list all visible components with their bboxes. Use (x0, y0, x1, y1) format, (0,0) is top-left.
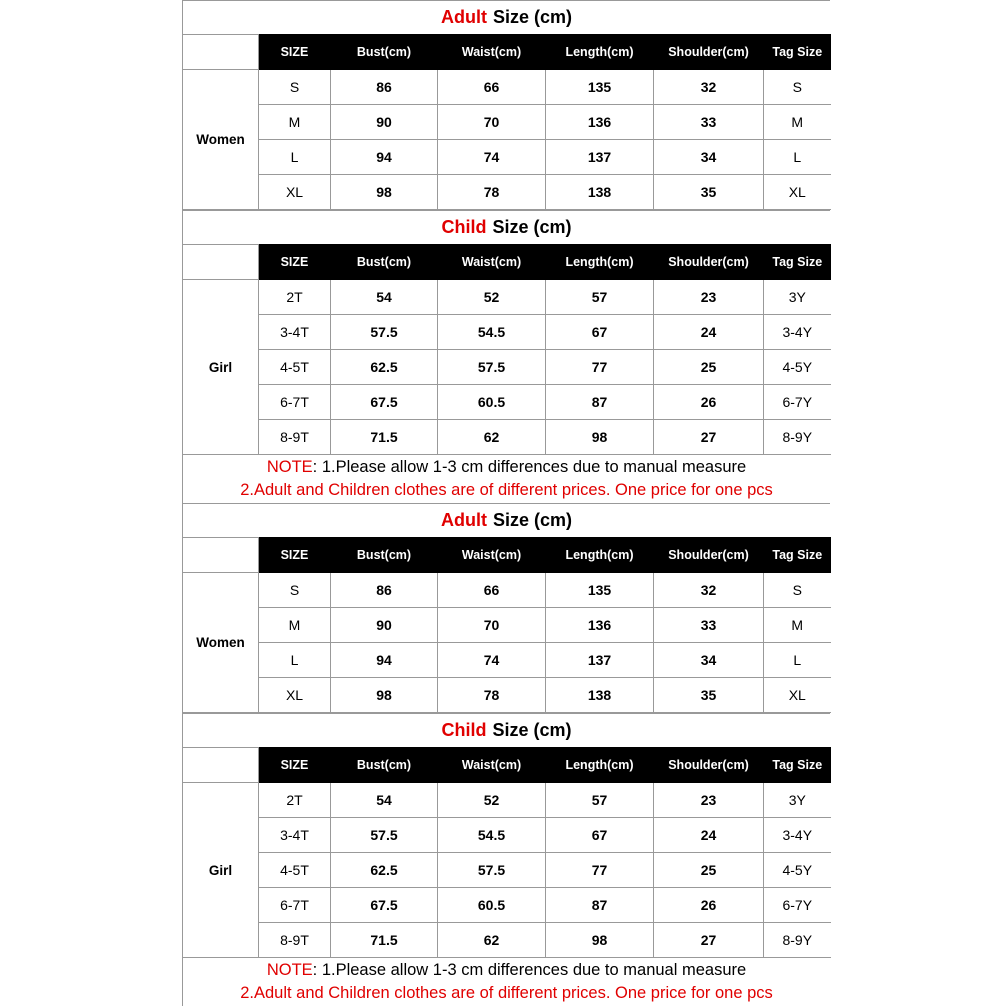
table-cell: 67 (546, 818, 654, 853)
block-2-note-line-1 (183, 959, 830, 982)
table-cell: 136 (546, 105, 654, 140)
table-cell: 137 (546, 643, 654, 678)
table-cell: 23 (654, 280, 764, 315)
block-1-child-col-5: Tag Size (764, 245, 831, 280)
block-2-adult-col-0: SIZE (259, 538, 331, 573)
table-cell: 33 (654, 608, 764, 643)
table-row (183, 350, 831, 385)
table-cell: 78 (438, 175, 546, 210)
block-1-adult-col-4: Shoulder(cm) (654, 35, 764, 70)
block-1-note-line-1 (183, 456, 830, 479)
table-cell: 35 (654, 678, 764, 713)
block-1-child-table (182, 244, 831, 455)
table-cell: 70 (438, 608, 546, 643)
block-1-adult-table (182, 34, 831, 210)
table-cell: 6-7T (259, 385, 331, 420)
block-1-adult-title (182, 0, 830, 34)
table-cell: 27 (654, 420, 764, 455)
table-row (183, 923, 831, 958)
table-cell: 25 (654, 853, 764, 888)
block-1-note-line-2: 2.Adult and Children clothes are of different prices. One price for one pcs (240, 481, 773, 499)
block-2-adult-col-2: Waist(cm) (438, 538, 546, 573)
block-2-child-header-row (183, 748, 831, 783)
block-2-child-col-4: Shoulder(cm) (654, 748, 764, 783)
table-cell: 2T (259, 783, 331, 818)
table-cell: 4-5Y (764, 853, 831, 888)
table-cell: 66 (438, 573, 546, 608)
table-cell: 98 (546, 420, 654, 455)
table-cell: 94 (331, 140, 438, 175)
table-cell: 86 (331, 70, 438, 105)
table-cell: 24 (654, 818, 764, 853)
block-2-adult-header-row (183, 538, 831, 573)
table-cell: 77 (546, 853, 654, 888)
table-cell: 25 (654, 350, 764, 385)
block-2-adult-title (182, 503, 830, 537)
block-1-adult-title-accent: Adult (440, 7, 487, 27)
block-1-adult-group-label: Women (183, 70, 259, 210)
block-2-adult-title-rest: Size (cm) (492, 510, 572, 530)
block-1-child-col-2: Waist(cm) (438, 245, 546, 280)
block-2-child-col-3: Length(cm) (546, 748, 654, 783)
table-cell: 3-4Y (764, 315, 831, 350)
table-cell: 34 (654, 643, 764, 678)
table-cell: XL (764, 175, 831, 210)
block-2-note-line-2: 2.Adult and Children clothes are of different prices. One price for one pcs (240, 984, 773, 1002)
table-cell: 4-5T (259, 350, 331, 385)
table-cell: 98 (331, 678, 438, 713)
table-cell: 57.5 (438, 350, 546, 385)
table-cell: 98 (546, 923, 654, 958)
table-cell: 60.5 (438, 888, 546, 923)
block-1-adult-col-0: SIZE (259, 35, 331, 70)
table-cell: 62.5 (331, 853, 438, 888)
block-1-child-title (182, 210, 830, 244)
table-cell: 54.5 (438, 818, 546, 853)
table-cell: 77 (546, 350, 654, 385)
block-1-notes (182, 455, 830, 503)
block-1-child-col-3: Length(cm) (546, 245, 654, 280)
block-2-adult-col-3: Length(cm) (546, 538, 654, 573)
block-2-child-title-rest: Size (cm) (492, 720, 572, 740)
table-row (183, 385, 831, 420)
block-2 (182, 503, 830, 1006)
table-cell: 86 (331, 573, 438, 608)
block-1-note-text-1: : 1.Please allow 1-3 cm differences due to manual measure (312, 458, 747, 476)
table-cell: 52 (438, 783, 546, 818)
table-cell: 32 (654, 70, 764, 105)
table-row (183, 140, 831, 175)
table-row (183, 280, 831, 315)
block-2-child-title (182, 713, 830, 747)
block-2-notes (182, 958, 830, 1006)
table-cell: 54.5 (438, 315, 546, 350)
table-cell: 8-9T (259, 923, 331, 958)
table-cell: 26 (654, 385, 764, 420)
block-2-child-title-accent: Child (441, 720, 487, 740)
table-cell: 24 (654, 315, 764, 350)
table-cell: 137 (546, 140, 654, 175)
table-cell: 71.5 (331, 923, 438, 958)
block-2-note-label: NOTE (266, 961, 313, 979)
block-1-child-header-row (183, 245, 831, 280)
table-cell: 33 (654, 105, 764, 140)
table-cell: 52 (438, 280, 546, 315)
table-cell: 67 (546, 315, 654, 350)
table-row (183, 853, 831, 888)
table-cell: M (259, 608, 331, 643)
table-cell: 57.5 (331, 315, 438, 350)
table-cell: 6-7Y (764, 385, 831, 420)
table-cell: S (764, 573, 831, 608)
table-cell: 54 (331, 783, 438, 818)
table-row (183, 783, 831, 818)
table-cell: L (259, 643, 331, 678)
block-2-child-table (182, 747, 831, 958)
block-1-adult-col-5: Tag Size (764, 35, 831, 70)
table-row (183, 888, 831, 923)
table-cell: 74 (438, 643, 546, 678)
table-row (183, 608, 831, 643)
table-cell: 67.5 (331, 888, 438, 923)
block-2-adult-col-4: Shoulder(cm) (654, 538, 764, 573)
table-cell: 27 (654, 923, 764, 958)
block-1-adult-col-1: Bust(cm) (331, 35, 438, 70)
table-cell: 90 (331, 105, 438, 140)
table-cell: XL (764, 678, 831, 713)
block-1-child-header-blank (183, 245, 259, 280)
table-cell: 2T (259, 280, 331, 315)
table-cell: S (764, 70, 831, 105)
size-chart-sheet (182, 0, 830, 1006)
block-1-child-title-rest: Size (cm) (492, 217, 572, 237)
table-cell: 135 (546, 70, 654, 105)
table-cell: 138 (546, 678, 654, 713)
table-cell: 135 (546, 573, 654, 608)
table-row (183, 678, 831, 713)
table-cell: S (259, 573, 331, 608)
block-2-child-header-blank (183, 748, 259, 783)
table-cell: 35 (654, 175, 764, 210)
block-1-child-col-4: Shoulder(cm) (654, 245, 764, 280)
table-cell: L (764, 643, 831, 678)
table-cell: M (764, 105, 831, 140)
block-2-child-col-5: Tag Size (764, 748, 831, 783)
block-1-child-col-0: SIZE (259, 245, 331, 280)
block-1-child-col-1: Bust(cm) (331, 245, 438, 280)
table-cell: 4-5Y (764, 350, 831, 385)
block-1-adult-header-row (183, 35, 831, 70)
table-cell: L (259, 140, 331, 175)
block-1-adult-title-rest: Size (cm) (492, 7, 572, 27)
table-cell: 57.5 (331, 818, 438, 853)
block-2-child-col-0: SIZE (259, 748, 331, 783)
table-row (183, 315, 831, 350)
table-cell: XL (259, 678, 331, 713)
table-cell: L (764, 140, 831, 175)
table-cell: 78 (438, 678, 546, 713)
table-cell: 3Y (764, 783, 831, 818)
table-cell: 3Y (764, 280, 831, 315)
table-cell: 57.5 (438, 853, 546, 888)
table-cell: 98 (331, 175, 438, 210)
block-1 (182, 0, 830, 503)
block-1-child-title-accent: Child (441, 217, 487, 237)
table-cell: S (259, 70, 331, 105)
block-1-child-group-label: Girl (183, 280, 259, 455)
block-2-adult-group-label: Women (183, 573, 259, 713)
table-cell: 62.5 (331, 350, 438, 385)
table-cell: 87 (546, 888, 654, 923)
table-row (183, 420, 831, 455)
table-cell: 87 (546, 385, 654, 420)
table-cell: 62 (438, 923, 546, 958)
table-row (183, 643, 831, 678)
table-cell: 6-7T (259, 888, 331, 923)
table-cell: 74 (438, 140, 546, 175)
table-cell: 26 (654, 888, 764, 923)
table-row (183, 70, 831, 105)
table-cell: 90 (331, 608, 438, 643)
table-cell: 8-9Y (764, 923, 831, 958)
table-row (183, 573, 831, 608)
table-cell: 70 (438, 105, 546, 140)
table-cell: 136 (546, 608, 654, 643)
table-cell: 62 (438, 420, 546, 455)
block-2-adult-title-accent: Adult (440, 510, 487, 530)
table-cell: 57 (546, 280, 654, 315)
table-cell: 71.5 (331, 420, 438, 455)
table-cell: XL (259, 175, 331, 210)
table-cell: 3-4T (259, 315, 331, 350)
table-cell: M (764, 608, 831, 643)
block-2-child-col-1: Bust(cm) (331, 748, 438, 783)
table-cell: 94 (331, 643, 438, 678)
table-cell: 67.5 (331, 385, 438, 420)
block-2-child-group-label: Girl (183, 783, 259, 958)
table-cell: 8-9Y (764, 420, 831, 455)
block-1-note-label: NOTE (266, 458, 313, 476)
table-cell: 4-5T (259, 853, 331, 888)
block-2-adult-table (182, 537, 831, 713)
block-2-child-col-2: Waist(cm) (438, 748, 546, 783)
table-row (183, 105, 831, 140)
block-2-adult-header-blank (183, 538, 259, 573)
table-cell: 34 (654, 140, 764, 175)
table-cell: 57 (546, 783, 654, 818)
block-1-adult-header-blank (183, 35, 259, 70)
block-1-adult-col-2: Waist(cm) (438, 35, 546, 70)
table-cell: 60.5 (438, 385, 546, 420)
table-cell: 23 (654, 783, 764, 818)
table-cell: 3-4T (259, 818, 331, 853)
table-cell: 6-7Y (764, 888, 831, 923)
block-2-adult-col-1: Bust(cm) (331, 538, 438, 573)
block-2-adult-col-5: Tag Size (764, 538, 831, 573)
table-cell: 8-9T (259, 420, 331, 455)
block-2-note-text-1: : 1.Please allow 1-3 cm differences due to manual measure (312, 961, 747, 979)
table-cell: M (259, 105, 331, 140)
table-row (183, 175, 831, 210)
table-cell: 66 (438, 70, 546, 105)
table-cell: 3-4Y (764, 818, 831, 853)
table-cell: 32 (654, 573, 764, 608)
table-cell: 54 (331, 280, 438, 315)
block-1-adult-col-3: Length(cm) (546, 35, 654, 70)
table-cell: 138 (546, 175, 654, 210)
table-row (183, 818, 831, 853)
